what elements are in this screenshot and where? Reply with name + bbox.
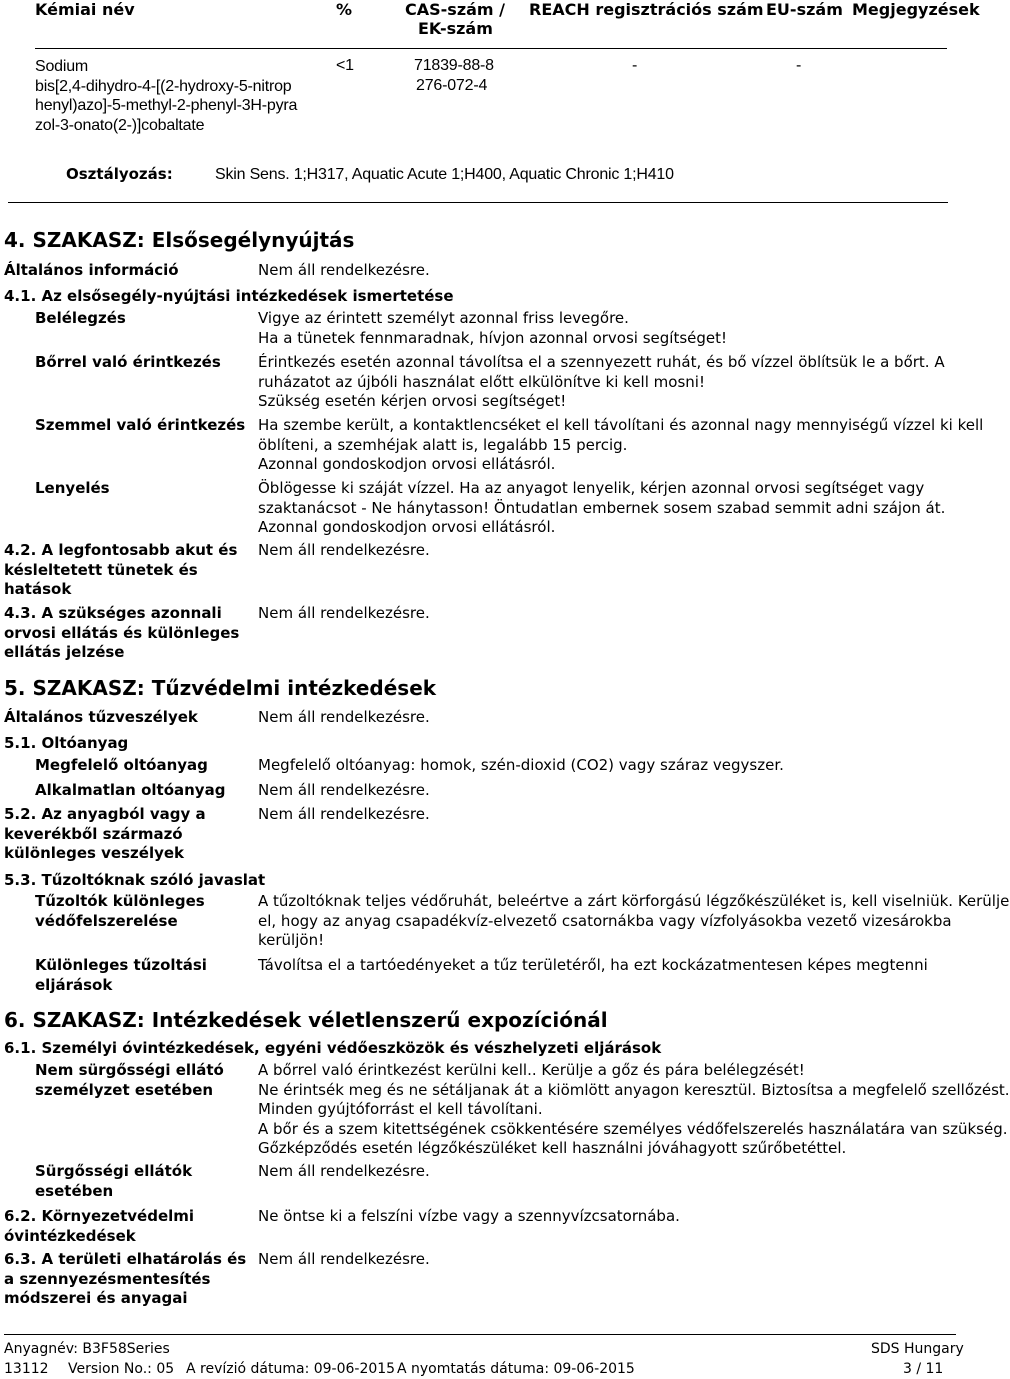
- unsuitable-media-value: Nem áll rendelkezésre.: [258, 781, 430, 799]
- substance-eu: -: [796, 57, 802, 74]
- footer-region: SDS Hungary: [871, 1341, 964, 1357]
- footer-version: Version No.: 05: [68, 1361, 175, 1377]
- subsection-4-1: 4.1. Az elsősegély-nyújtási intézkedések ismertetése: [4, 287, 454, 305]
- unsuitable-media-label: Alkalmatlan oltóanyag: [35, 781, 226, 799]
- subsection-5-1: 5.1. Oltóanyag: [4, 734, 129, 752]
- firefighter-ppe-text: A tűzoltóknak teljes védőruhát, beleértve a zárt körforgású légzőkészüléket is, kell viselniük. Kerülje el, hogy az anyag csapadékvíz-elvezető csatornákba vagy vízfolyásokba vezető vizesárokba kerüljön!: [258, 892, 1010, 949]
- col-header-cas: CAS-szám /: [405, 0, 506, 19]
- substance-cas: 71839-88-8: [414, 57, 494, 74]
- subsection-4-2: 4.2. A legfontosabb akut és késleltetett tünetek és hatások: [4, 541, 238, 598]
- substance-reach: -: [632, 57, 638, 74]
- subsection-4-3-value: Nem áll rendelkezésre.: [258, 604, 430, 622]
- subsection-6-3: 6.3. A területi elhatárolás és a szennyezésmentesítés módszerei és anyagai: [4, 1250, 247, 1307]
- col-header-eu: EU-szám: [766, 0, 843, 19]
- subsection-6-3-value: Nem áll rendelkezésre.: [258, 1250, 430, 1268]
- emergency-responders-value: Nem áll rendelkezésre.: [258, 1162, 430, 1180]
- inhalation-label: Belélegzés: [35, 309, 126, 327]
- footer-code: 13112: [4, 1361, 49, 1377]
- substance-ec: 276-072-4: [416, 77, 488, 94]
- firefighter-ppe-label: Tűzoltók különleges védőfelszerelése: [35, 892, 205, 930]
- inhalation-text: Vigye az érintett személyt azonnal friss levegőre. Ha a tünetek fennmaradnak, hívjon azonnal orvosi segítséget!: [258, 309, 728, 347]
- col-header-ec: EK-szám: [418, 19, 493, 38]
- eye-contact-label: Szemmel való érintkezés: [35, 416, 246, 434]
- eye-contact-text: Ha szembe került, a kontaktlencséket el kell távolítani és azonnal nagy mennyiségű vízzel ki kell öblíteni, a szemhéjak alatt is, legalább 15 percig. Azonnal gondoskodjon orvosi ellátásról.: [258, 416, 984, 473]
- col-header-notes: Megjegyzések: [852, 0, 980, 19]
- classification-value: Skin Sens. 1;H317, Aquatic Acute 1;H400, Aquatic Chronic 1;H410: [215, 166, 674, 183]
- footer-page-number: 3 / 11: [903, 1361, 944, 1377]
- firefighting-procedures-value: Távolítsa el a tartóedényeket a tűz területéről, ha ezt kockázatmentesen képes megtenni: [258, 956, 928, 974]
- general-info-value: Nem áll rendelkezésre.: [258, 261, 430, 279]
- suitable-media-value: Megfelelő oltóanyag: homok, szén-dioxid (CO2) vagy száraz vegyszer.: [258, 756, 784, 774]
- non-emergency-text: A bőrrel való érintkezést kerülni kell.. Kerülje a gőz és pára belélegzését! Ne érintsék meg és ne sétáljanak át a kiömlött anyagon keresztül. Biztosítsa a megfelelő szellőzést. Minden gyújtóforrást el kell távolítani. A bőr és a szem kitettségének csökkentésére személyes védőfelszerelés használatára van szükség. Gőzképződés esetén légzőkészüléket kell használni jóváhagyott szűrőbetéttel.: [258, 1061, 1010, 1157]
- general-info-label: Általános információ: [4, 261, 179, 279]
- classification-label: Osztályozás:: [66, 165, 173, 183]
- ingestion-label: Lenyelés: [35, 479, 110, 497]
- footer-revision-date: A revízió dátuma: 09-06-2015: [186, 1361, 396, 1377]
- subsection-6-1: 6.1. Személyi óvintézkedések, egyéni védőeszközök és vészhelyzeti eljárások: [4, 1039, 662, 1057]
- subsection-5-3: 5.3. Tűzoltóknak szóló javaslat: [4, 871, 266, 889]
- footer-rule: [4, 1334, 956, 1335]
- col-header-percent: %: [336, 0, 353, 19]
- skin-contact-text: Érintkezés esetén azonnal távolítsa el a szennyezett ruhát, és bő vízzel öblítsük le a bőrt. A ruházatot az újbóli használat előtt elkülönítve ki kell mosni! Szükség esetén kérjen orvosi segítséget!: [258, 353, 945, 410]
- substance-percent: <1: [336, 57, 354, 74]
- subsection-5-2: 5.2. Az anyagból vagy a keverékből származó különleges veszélyek: [4, 805, 206, 862]
- subsection-6-2: 6.2. Környezetvédelmi óvintézkedések: [4, 1207, 195, 1245]
- section-6-title: 6. SZAKASZ: Intézkedések véletlenszerű expozíciónál: [4, 1008, 608, 1032]
- ingestion-text: Öblögesse ki száját vízzel. Ha az anyagot lenyelik, kérjen azonnal orvosi segítséget vagy szaktanácsot - Ne hánytasson! Öntudatlan embernek sosem szabad semmit adni szájon át. Azonnal gondoskodjon orvosi ellátásról.: [258, 479, 946, 536]
- footer-print-date: A nyomtatás dátuma: 09-06-2015: [397, 1361, 635, 1377]
- section-5-title: 5. SZAKASZ: Tűzvédelmi intézkedések: [4, 676, 437, 700]
- fire-hazards-value: Nem áll rendelkezésre.: [258, 708, 430, 726]
- col-header-reach: REACH regisztrációs szám: [529, 0, 764, 19]
- emergency-responders-label: Sürgősségi ellátók esetében: [35, 1162, 193, 1200]
- subsection-6-2-value: Ne öntse ki a felszíni vízbe vagy a szennyvízcsatornába.: [258, 1207, 680, 1225]
- skin-contact-label: Bőrrel való érintkezés: [35, 353, 221, 371]
- footer-product: Anyagnév: B3F58Series: [4, 1341, 170, 1357]
- suitable-media-label: Megfelelő oltóanyag: [35, 756, 208, 774]
- section-rule: [8, 202, 948, 203]
- firefighting-procedures-label: Különleges tűzoltási eljárások: [35, 956, 207, 994]
- fire-hazards-label: Általános tűzveszélyek: [4, 708, 198, 726]
- subsection-4-3: 4.3. A szükséges azonnali orvosi ellátás és különleges ellátás jelzése: [4, 604, 240, 661]
- substance-name: Sodium bis[2,4-dihydro-4-[(2-hydroxy-5-nitrop henyl)azo]-5-methyl-2-phenyl-3H-pyra zol-3-onato(2-)]cobaltate: [35, 58, 298, 134]
- table-header-rule: [35, 48, 947, 49]
- subsection-5-2-value: Nem áll rendelkezésre.: [258, 805, 430, 823]
- section-4-title: 4. SZAKASZ: Elsősegélynyújtás: [4, 228, 355, 252]
- col-header-name: Kémiai név: [35, 0, 135, 19]
- non-emergency-label: Nem sürgősségi ellátó személyzet esetében: [35, 1061, 224, 1099]
- subsection-4-2-value: Nem áll rendelkezésre.: [258, 541, 430, 559]
